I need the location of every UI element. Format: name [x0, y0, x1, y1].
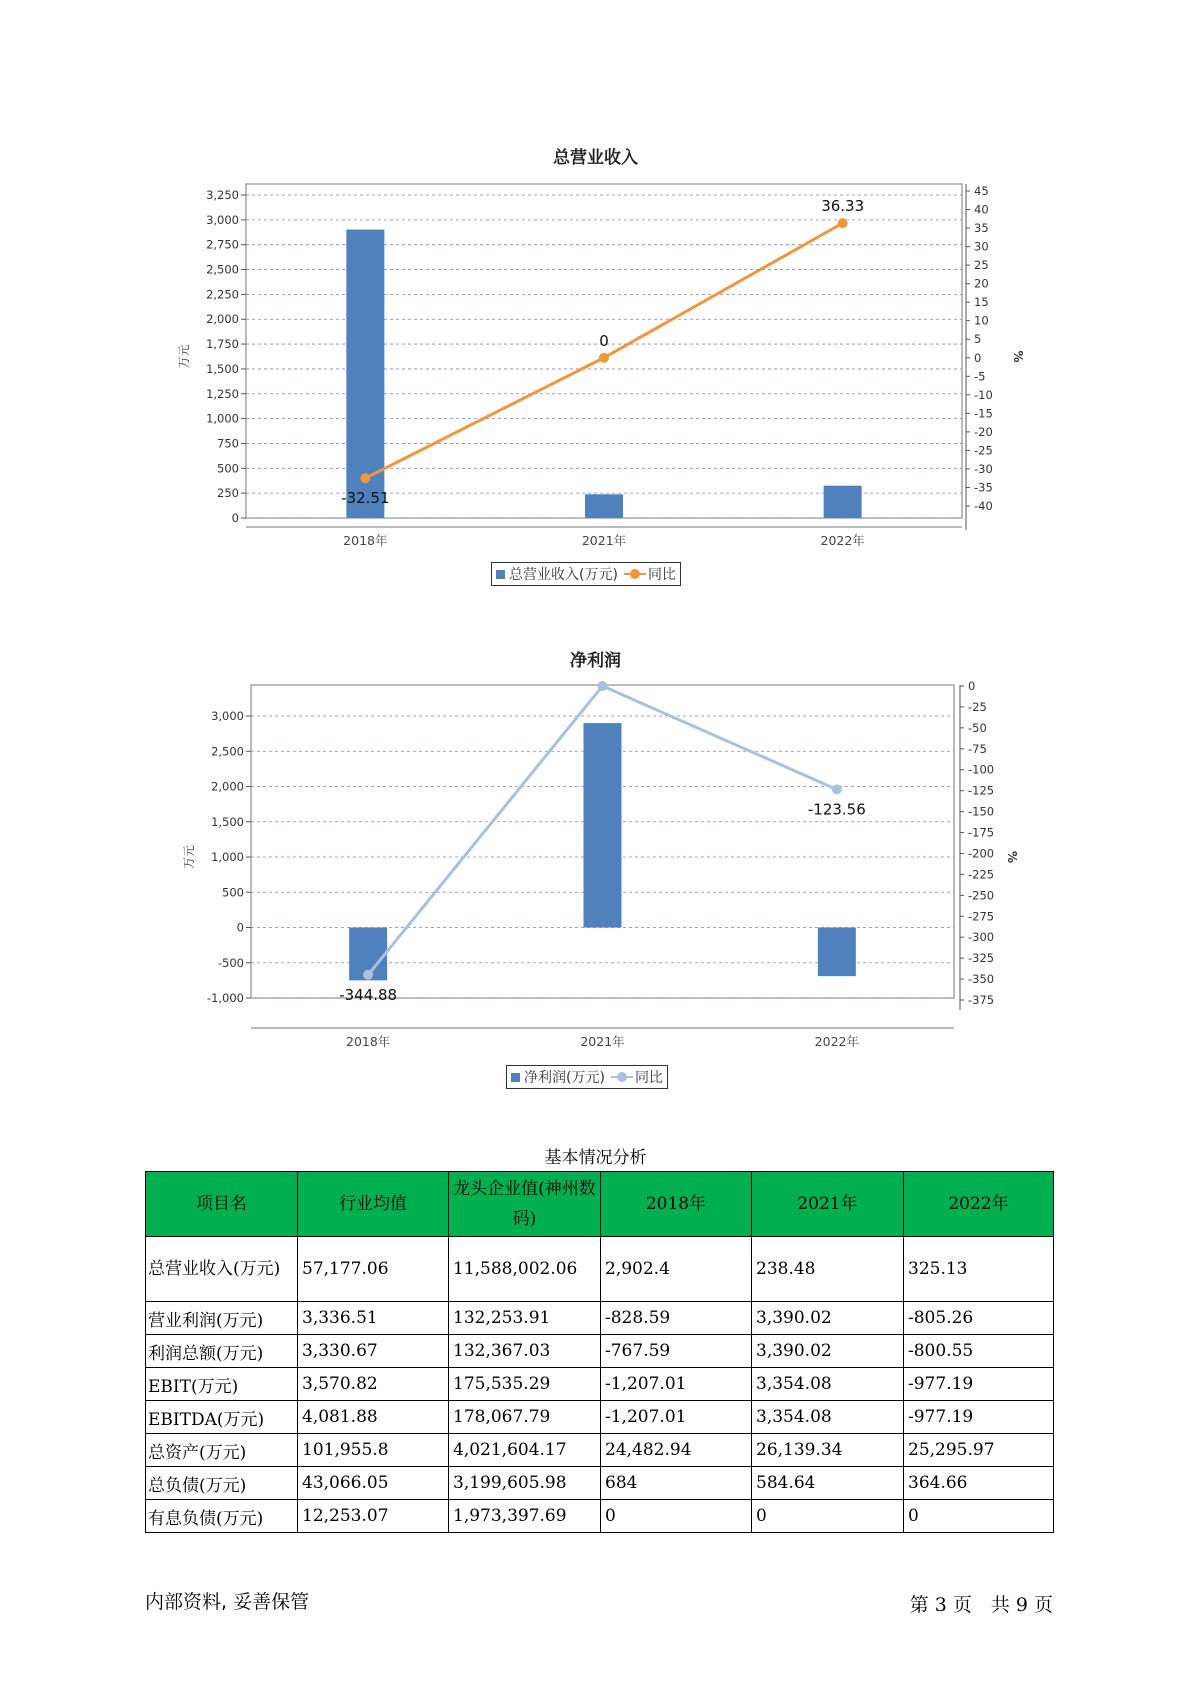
y2-tick-label: -350: [968, 972, 995, 987]
y2-tick-label: -5: [974, 369, 986, 384]
y-tick-label: 2,750: [206, 237, 239, 252]
y2-tick-label: -25: [968, 699, 987, 714]
table-cell: -977.19: [904, 1401, 1054, 1434]
footer-page-number: 第 3 页 共 9 页: [909, 1594, 1053, 1616]
table-row: [146, 1335, 1054, 1368]
table-row-label: 有息负债(万元): [146, 1500, 298, 1533]
y-tick-label: 1,250: [206, 386, 239, 401]
table-row: [146, 1237, 1054, 1302]
table-header-cell: 行业均值: [298, 1172, 449, 1237]
y2-tick-label: -10: [974, 387, 993, 402]
y2-tick-label: -150: [968, 804, 995, 819]
table-cell: -977.19: [904, 1368, 1054, 1401]
table-cell: 25,295.97: [904, 1434, 1054, 1467]
y2-tick-label: -40: [974, 499, 993, 513]
y2-tick-label: 20: [974, 276, 989, 291]
y-tick-label: 3,000: [206, 212, 239, 227]
data-label: 36.33: [821, 197, 865, 216]
y-axis-title: 万元: [177, 344, 191, 369]
y2-tick-label: -20: [974, 424, 993, 439]
table-cell: 178,067.79: [449, 1401, 601, 1434]
x-tick-label: 2021年: [580, 1034, 625, 1049]
table-cell: 0: [904, 1500, 1054, 1533]
y-tick-label: 2,500: [211, 744, 244, 759]
table-cell: 24,482.94: [601, 1434, 752, 1467]
table-cell: -1,207.01: [601, 1368, 752, 1401]
y2-tick-label: -30: [974, 461, 993, 476]
table-header-cell: 龙头企业值(神州数码): [449, 1172, 601, 1237]
table-row: [146, 1368, 1054, 1401]
table-cell: 3,390.02: [752, 1335, 904, 1368]
y2-tick-label: -25: [974, 443, 993, 458]
y2-tick-label: 10: [974, 313, 989, 328]
table-cell: -1,207.01: [601, 1401, 752, 1434]
y2-tick-label: -325: [968, 951, 995, 966]
y-tick-label: 500: [217, 461, 239, 476]
bar-legend-swatch: [511, 1073, 520, 1082]
y-tick-label: 2,000: [211, 779, 244, 794]
y2-tick-label: -250: [968, 888, 995, 903]
y2-axis-title: %: [1011, 350, 1025, 363]
table-cell: 26,139.34: [752, 1434, 904, 1467]
table-header-row: [146, 1172, 1054, 1237]
data-label: -32.51: [341, 489, 390, 508]
y2-tick-label: 0: [974, 350, 982, 365]
table-cell: -828.59: [601, 1302, 752, 1335]
y2-tick-label: -35: [974, 480, 993, 495]
table-row: [146, 1500, 1054, 1533]
table-cell: 3,354.08: [752, 1368, 904, 1401]
y2-tick-label: 40: [974, 202, 989, 217]
table-row: [146, 1302, 1054, 1335]
table-row-label: EBIT(万元): [146, 1368, 298, 1401]
table-header-cell: 2018年: [601, 1172, 752, 1237]
revenue-chart-title: 总营业收入: [553, 148, 638, 168]
x-tick-label: 2018年: [346, 1034, 391, 1049]
table-cell: 364.66: [904, 1467, 1054, 1500]
table-row: [146, 1467, 1054, 1500]
table-row: [146, 1434, 1054, 1467]
y-tick-label: 3,250: [206, 188, 239, 202]
table-title: 基本情况分析: [544, 1148, 647, 1168]
y-tick-label: 2,250: [206, 287, 239, 302]
x-tick-label: 2022年: [814, 1034, 859, 1049]
table-row-label: 总资产(万元): [146, 1434, 298, 1467]
profit-legend[interactable]: [506, 1065, 668, 1089]
table-cell: 2,902.4: [601, 1237, 752, 1302]
y-tick-label: 750: [217, 436, 239, 451]
table-row-label: 利润总额(万元): [146, 1335, 298, 1368]
table-cell: 3,336.51: [298, 1302, 449, 1335]
y2-tick-label: -15: [974, 406, 993, 421]
table-cell: 3,354.08: [752, 1401, 904, 1434]
table-cell: 11,588,002.06: [449, 1237, 601, 1302]
table-cell: 584.64: [752, 1467, 904, 1500]
y2-tick-label: 0: [968, 679, 976, 693]
y2-tick-label: 30: [974, 239, 989, 254]
y2-tick-label: -225: [968, 867, 995, 882]
y2-tick-label: -100: [968, 762, 995, 777]
y2-tick-label: 45: [974, 184, 989, 198]
y2-tick-label: 5: [974, 332, 982, 347]
table-cell: 3,330.67: [298, 1335, 449, 1368]
table-cell: 43,066.05: [298, 1467, 449, 1500]
data-label: -123.56: [807, 800, 866, 819]
bar: [818, 928, 856, 977]
y2-tick-label: -200: [968, 846, 995, 861]
y-tick-label: 1,750: [206, 337, 239, 352]
y2-tick-label: 25: [974, 258, 989, 273]
line-legend-marker: [611, 1072, 633, 1082]
table-row-label: 营业利润(万元): [146, 1302, 298, 1335]
y2-tick-label: 35: [974, 221, 989, 236]
table-cell: 3,199,605.98: [449, 1467, 601, 1500]
y-tick-label: -1,000: [206, 991, 244, 1005]
y-axis-title: 万元: [182, 844, 196, 870]
y2-tick-label: -275: [968, 909, 995, 924]
table-header-cell: 2022年: [904, 1172, 1054, 1237]
table-row-label: 总负债(万元): [146, 1467, 298, 1500]
table-cell: 101,955.8: [298, 1434, 449, 1467]
y-tick-label: 2,500: [206, 262, 239, 277]
table-cell: 325.13: [904, 1237, 1054, 1302]
data-label: -344.88: [339, 985, 398, 1004]
table-cell: 684: [601, 1467, 752, 1500]
table-header-cell: 项目名: [146, 1172, 298, 1237]
y-tick-label: 3,000: [211, 709, 244, 723]
profit-chart-title: 净利润: [570, 651, 621, 671]
table-cell: 12,253.07: [298, 1500, 449, 1533]
table-row-label: 总营业收入(万元): [146, 1237, 298, 1302]
y-tick-label: 1,000: [206, 411, 239, 426]
line-point: [363, 970, 373, 980]
x-tick-label: 2022年: [820, 533, 865, 548]
data-label: 0: [599, 331, 609, 350]
bar: [584, 723, 622, 927]
table-cell: 0: [752, 1500, 904, 1533]
table-row: [146, 1401, 1054, 1434]
table-cell: -800.55: [904, 1335, 1054, 1368]
y2-tick-label: -300: [968, 930, 995, 945]
basic-analysis-table: [145, 1171, 1054, 1533]
y2-tick-label: -50: [968, 720, 987, 735]
table-cell: 3,570.82: [298, 1368, 449, 1401]
y-tick-label: 500: [222, 885, 244, 900]
table-cell: 4,021,604.17: [449, 1434, 601, 1467]
table-cell: 0: [601, 1500, 752, 1533]
y-tick-label: 250: [217, 486, 239, 501]
revenue-legend-bar-label: 总营业收入(万元): [509, 567, 618, 583]
profit-legend-line-label: 同比: [634, 1070, 663, 1086]
y2-tick-label: -175: [968, 825, 995, 840]
y2-axis-title: %: [1005, 850, 1019, 864]
y-tick-label: 1,500: [206, 361, 239, 376]
table-cell: 175,535.29: [449, 1368, 601, 1401]
y-tick-label: 1,000: [211, 850, 244, 864]
table-cell: -767.59: [601, 1335, 752, 1368]
y2-tick-label: 15: [974, 295, 989, 310]
y-tick-label: 2,000: [206, 312, 239, 327]
y-tick-label: 1,500: [211, 814, 244, 829]
table-cell: 1,973,397.69: [449, 1500, 601, 1533]
profit-legend-bar-label: 净利润(万元): [524, 1070, 605, 1086]
revenue-legend-line-label: 同比: [647, 567, 676, 583]
table-cell: -805.26: [904, 1302, 1054, 1335]
table-row-label: EBITDA(万元): [146, 1401, 298, 1434]
y-tick-label: -500: [217, 955, 244, 970]
y2-tick-label: -125: [968, 783, 995, 798]
table-cell: 132,253.91: [449, 1302, 601, 1335]
line-point: [832, 784, 842, 794]
y2-tick-label: -375: [968, 993, 995, 1007]
table-header-cell: 2021年: [752, 1172, 904, 1237]
table-cell: 4,081.88: [298, 1401, 449, 1434]
table-cell: 132,367.03: [449, 1335, 601, 1368]
table-cell: 57,177.06: [298, 1237, 449, 1302]
footer-confidential-note: 内部资料, 妥善保管: [145, 1591, 310, 1613]
y-tick-label: 0: [236, 920, 244, 935]
x-tick-label: 2018年: [343, 533, 388, 548]
y-tick-label: 0: [231, 511, 239, 525]
table-cell: 238.48: [752, 1237, 904, 1302]
table-cell: 3,390.02: [752, 1302, 904, 1335]
line-point: [598, 681, 608, 691]
y2-tick-label: -75: [968, 741, 987, 756]
x-tick-label: 2021年: [581, 533, 627, 548]
